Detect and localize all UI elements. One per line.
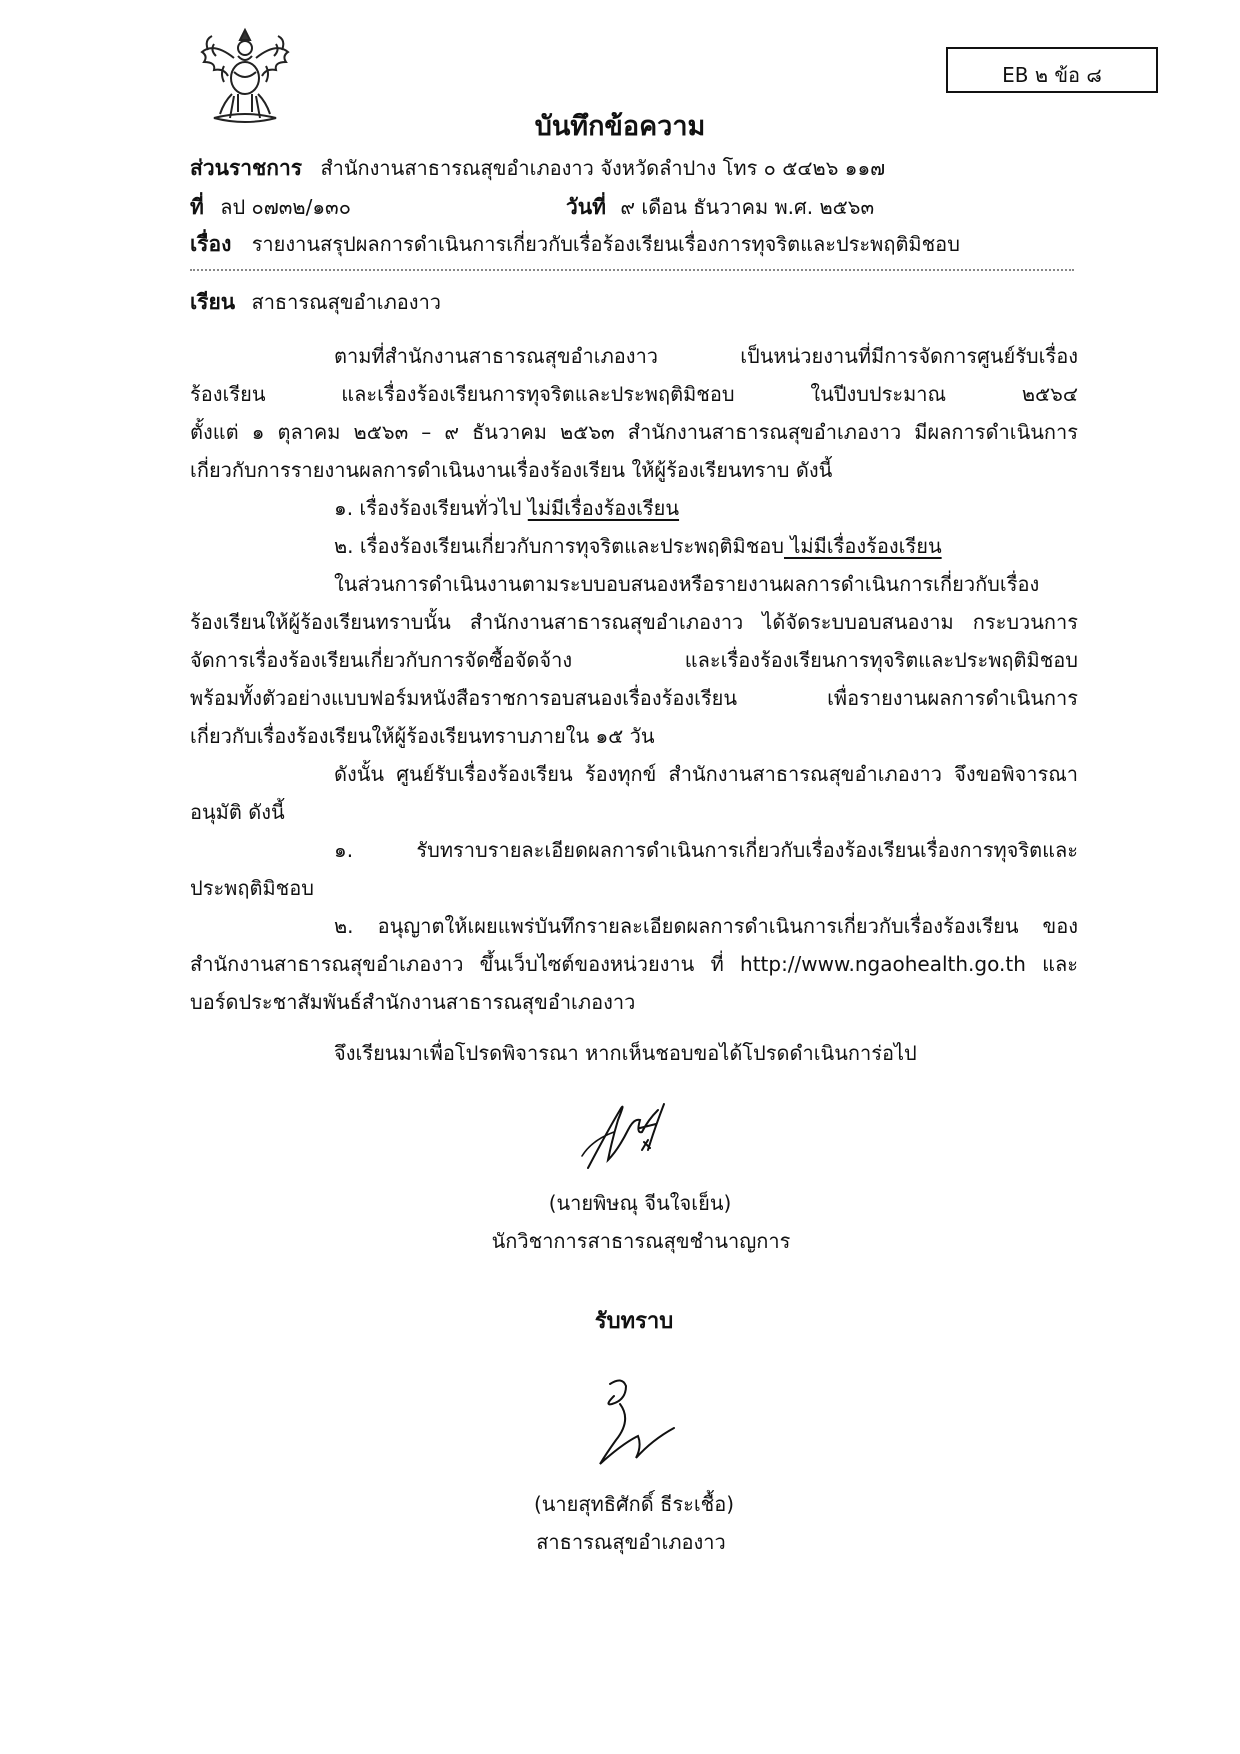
complaint-item-general-text: ๑. เรื่องร้องเรียนทั่วไป	[334, 496, 528, 520]
paragraph-2-line: ในส่วนการดำเนินงานตามระบบอบสนองหรือรายงานผลการดำเนินการเกี่ยวกับเรื่อง	[334, 572, 1040, 596]
date-value: ๙ เดือน ธันวาคม พ.ศ. ๒๕๖๓	[620, 195, 875, 219]
paragraph-2	[190, 568, 1080, 768]
paragraph-3-line: ดังนั้น ศูนย์รับเรื่องร้องเรียน ร้องทุกข์ สำนักงานสาธารณสุขอำเภองาว จึงขอพิจารณา	[334, 762, 1078, 786]
agency-label: ส่วนราชการ	[190, 156, 303, 180]
request-2-line: สำนักงานสาธารณสุขอำเภองาว ขึ้นเว็บไซต์ของหน่วยงาน ที่ http://www.ngaohealth.go.th และ	[190, 952, 1078, 976]
request-1-line: ๑. รับทราบรายละเอียดผลการดำเนินการเกี่ยวกับเรื่องร้องเรียนเรื่องการทุจริตและ	[334, 838, 1078, 862]
complaint-item-general	[334, 492, 679, 524]
paragraph-2-line: เกี่ยวกับเรื่องร้องเรียนให้ผู้ร้องเรียนทราบภายใน ๑๕ วัน	[190, 724, 655, 748]
subject-label: เรื่อง	[190, 232, 232, 256]
signer-1-name: (นายพิษณุ จีนใจเย็น)	[548, 1191, 732, 1215]
paragraph-3-line: อนุมัติ ดังนี้	[190, 800, 285, 824]
page-title: บันทึกข้อความ	[534, 111, 706, 142]
request-2-line: ๒. อนุญาตให้เผยแพร่บันทึกรายละเอียดผลการดำเนินการเกี่ยวกับเรื่องร้องเรียน ของ	[334, 914, 1078, 938]
addressee-row	[190, 286, 441, 319]
document-number-row	[190, 191, 351, 224]
paragraph-2-line: พร้อมทั้งตัวอย่างแบบฟอร์มหนังสือราชการอบสนองเรื่องร้องเรียน เพื่อรายงานผลการดำเนินการ	[190, 686, 1078, 710]
date-label: วันที่	[566, 195, 606, 219]
signature-1	[578, 1090, 688, 1180]
signature-2	[592, 1370, 682, 1470]
document-number-value: ลป ๐๗๓๒/๑๓๐	[220, 195, 351, 219]
subject-row	[190, 228, 960, 261]
paragraph-2-line: ร้องเรียนให้ผู้ร้องเรียนทราบนั้น สำนักงานสาธารณสุขอำเภองาว ได้จัดระบบอบสนองาม กระบวนการ	[190, 610, 1078, 634]
paragraph-1-line: ร้องเรียน และเรื่องร้องเรียนการทุจริตและประพฤติมิชอบ ในปีงบประมาณ ๒๕๖๔	[190, 382, 1078, 406]
subject-value: รายงานสรุปผลการดำเนินการเกี่ยวกับเรื่อร้องเรียนเรื่องการทุจริตและประพฤติมิชอบ	[251, 232, 960, 256]
closing-text: จึงเรียนมาเพื่อโปรดพิจารณา หากเห็นชอบขอได้โปรดดำเนินการ่อไป	[334, 1041, 917, 1065]
signer-2-name: (นายสุทธิศักดิ์ ธีระเชื้อ)	[533, 1492, 735, 1516]
complaint-item-general-status: ไม่มีเรื่องร้องเรียน	[527, 496, 680, 520]
date-row	[566, 191, 874, 224]
complaint-item-corruption-status: ไม่มีเรื่องร้องเรียน	[783, 534, 942, 558]
acknowledge-label: รับทราบ	[594, 1309, 674, 1334]
paragraph-1-line: ตั้งแต่ ๑ ตุลาคม ๒๕๖๓ – ๙ ธันวาคม ๒๕๖๓ สำนักงานสาธารณสุขอำเภองาว มีผลการดำเนินการ	[190, 420, 1078, 444]
paragraph-1-line: เกี่ยวกับการรายงานผลการดำเนินงานเรื่องร้องเรียน ให้ผู้ร้องเรียนทราบ ดังนี้	[190, 458, 833, 482]
agency-value: สำนักงานสาธารณสุขอำเภองาว จังหวัดลำปาง โทร ๐ ๕๔๒๖ ๑๑๗	[320, 156, 886, 180]
header-divider	[190, 269, 1074, 271]
complaint-item-corruption	[334, 530, 942, 562]
document-number-label: ที่	[190, 195, 204, 219]
complaint-item-corruption-text: ๒. เรื่องร้องเรียนเกี่ยวกับการทุจริตและประพฤติมิชอบ	[334, 534, 784, 558]
request-2-line: บอร์ดประชาสัมพันธ์สำนักงานสาธารณสุขอำเภองาว	[190, 990, 636, 1014]
request-1	[190, 834, 1080, 914]
addressee-label: เรียน	[190, 290, 236, 314]
reference-code: EB ๒ ข้อ ๘	[1002, 63, 1102, 87]
paragraph-2-line: จัดการเรื่องร้องเรียนเกี่ยวกับการจัดซื้อจัดจ้าง และเรื่องร้องเรียนการทุจริตและประพฤติมิชอบ	[190, 648, 1078, 672]
reference-code-box	[946, 47, 1158, 93]
paragraph-1-line: ตามที่สำนักงานสาธารณสุขอำเภองาว เป็นหน่วยงานที่มีการจัดการศูนย์รับเรื่อง	[334, 344, 1078, 368]
paragraph-1	[190, 340, 1080, 500]
addressee-value: สาธารณสุขอำเภองาว	[251, 290, 442, 314]
signer-2-title: สาธารณสุขอำเภองาว	[536, 1530, 726, 1554]
signer-1-title: นักวิชาการสาธารณสุขชำนาญการ	[491, 1229, 791, 1253]
request-2	[190, 910, 1080, 1030]
request-1-line: ประพฤติมิชอบ	[190, 876, 314, 900]
agency-row	[190, 152, 885, 185]
paragraph-3	[190, 758, 1080, 838]
